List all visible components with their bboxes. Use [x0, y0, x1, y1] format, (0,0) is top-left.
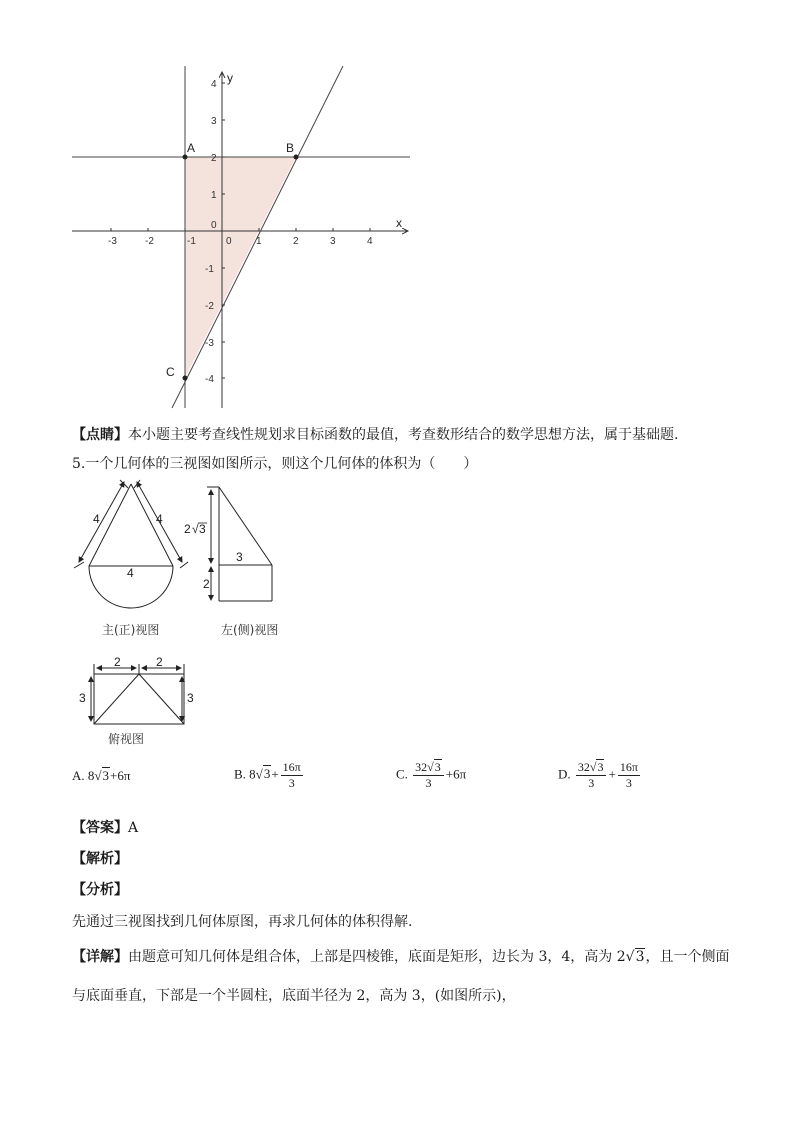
option-c-numerator: 32√3 — [413, 760, 444, 776]
detail-coef: 2 — [616, 949, 626, 965]
top-left-width: 2 — [114, 655, 121, 669]
side-view-caption: 左(侧)视图 — [221, 623, 279, 637]
dianjing-text: 本小题主要考查线性规划求目标函数的最值，考查数形结合的数学思想方法，属于基础题. — [128, 427, 679, 443]
option-b-radicand: 3 — [263, 766, 271, 782]
option-b-label: B. — [234, 766, 246, 782]
option-b-fraction — [281, 760, 303, 791]
option-b-denominator: 3 — [288, 776, 295, 790]
graph-svg — [0, 0, 794, 420]
option-c-label: C. — [396, 766, 408, 782]
option-d-fraction-2 — [618, 760, 640, 791]
detail-radicand: 3 — [635, 949, 645, 965]
option-d-label: D. — [558, 766, 571, 782]
fenxi-label: 【分析】 — [72, 882, 128, 898]
y-tick-label: 2 — [211, 153, 217, 164]
option-a-label: A. — [72, 768, 85, 783]
option-d — [558, 760, 642, 791]
top-right-width: 2 — [156, 655, 163, 669]
answer-value: A — [128, 820, 139, 836]
x-axis-label: x — [396, 216, 402, 230]
jiexi-label: 【解析】 — [72, 851, 128, 867]
option-c — [396, 760, 466, 791]
option-c-fraction — [413, 760, 444, 791]
front-base-length: 4 — [127, 566, 134, 580]
option-b-plus: + — [271, 766, 279, 782]
y-tick-label: 0 — [211, 220, 217, 231]
side-width: 3 — [236, 550, 243, 564]
top-view-caption: 俯视图 — [108, 732, 145, 746]
side-upper-coef: 2 — [184, 522, 191, 536]
detail-text-1b: ，且一个侧面 — [645, 949, 730, 965]
front-left-length: 4 — [93, 512, 100, 526]
dianjing-label: 【点睛】 — [72, 427, 128, 443]
front-view-caption: 主(正)视图 — [102, 623, 160, 637]
detail-text-1a: 由题意可知几何体是组合体，上部是四棱锥，底面是矩形，边长为 3，4，高为 — [128, 949, 617, 965]
option-a-tail: +6π — [110, 768, 131, 783]
y-tick-label: 4 — [211, 79, 217, 90]
x-tick-label: -1 — [187, 236, 196, 247]
side-lower: 2 — [203, 577, 210, 591]
point-c — [183, 376, 188, 381]
y-axis-label: y — [227, 71, 233, 85]
option-d-numerator-2: 16π — [619, 760, 638, 774]
x-tick-label: 4 — [367, 236, 373, 247]
x-tick-label: 3 — [330, 236, 336, 247]
point-b — [294, 155, 299, 160]
y-tick-label: 1 — [211, 190, 217, 201]
detail-label: 【详解】 — [72, 949, 128, 965]
three-views-svg — [0, 476, 794, 746]
point-a-label: A — [187, 141, 196, 155]
point-b-label: B — [286, 141, 295, 155]
x-tick-label: 1 — [256, 236, 262, 247]
question-text: 5.一个几何体的三视图如图所示，则这个几何体的体积为（ ） — [72, 456, 478, 472]
top-view — [91, 664, 184, 724]
option-a-coef: 8 — [87, 768, 95, 783]
option-c-tail: +6π — [445, 766, 467, 782]
x-tick-label: -3 — [108, 236, 117, 247]
top-right-height: 3 — [187, 691, 194, 705]
front-view — [74, 480, 188, 608]
detail-line-2: 与底面垂直，下部是一个半圆柱，底面半径为 2，高为 3，(如图所示)， — [72, 988, 516, 1004]
option-c-denominator: 3 — [425, 776, 432, 790]
side-upper-radicand: 3 — [199, 522, 206, 536]
three-views-figure — [0, 476, 794, 746]
feasible-region — [185, 157, 296, 378]
coordinate-graph — [0, 0, 794, 420]
y-tick-label: -3 — [205, 338, 214, 349]
option-b-numerator: 16π — [282, 760, 301, 774]
side-view — [207, 487, 272, 601]
option-b-coef: 8 — [249, 766, 256, 782]
option-d-fraction-1 — [576, 760, 607, 791]
y-tick-label: 3 — [211, 116, 217, 127]
point-a — [183, 155, 188, 160]
dianjing-paragraph — [72, 424, 678, 444]
option-c-num-coef: 32 — [415, 760, 428, 774]
y-tick-label: -1 — [205, 264, 214, 275]
option-d-plus: + — [608, 766, 616, 782]
option-c-num-radicand: 3 — [434, 760, 441, 774]
fenxi-text: 先通过三视图找到几何体原图，再求几何体的体积得解. — [72, 914, 413, 930]
answer-label: 【答案】 — [72, 820, 128, 836]
side-upper-sqrt-sign: √ — [192, 522, 199, 536]
answer-line — [72, 817, 138, 837]
option-b: B. 8√3+ $\frac{16\pi}{3}$ — [234, 760, 301, 790]
detail-line-1: 【详解】由题意可知几何体是组合体，上部是四棱锥，底面是矩形，边长为 3，4，高为 2√3，且一个侧面 — [72, 949, 730, 965]
top-left-height: 3 — [79, 691, 86, 705]
option-d-numerator-1: 32√3 — [576, 760, 607, 776]
point-c-label: C — [166, 365, 175, 379]
x-tick-label: 0 — [226, 236, 232, 247]
x-tick-label: 2 — [293, 236, 299, 247]
y-tick-label: -4 — [205, 374, 214, 385]
option-a-radicand: 3 — [102, 768, 110, 783]
front-right-length: 4 — [156, 512, 163, 526]
option-d-num-coef: 32 — [577, 760, 590, 774]
option-a: A. 8√3+6π — [72, 768, 131, 783]
x-tick-label: -2 — [145, 236, 154, 247]
option-d-num-radicand: 3 — [597, 760, 604, 774]
y-tick-label: -2 — [205, 301, 214, 312]
option-d-denominator-2: 3 — [625, 776, 632, 790]
option-d-denominator-1: 3 — [588, 776, 595, 790]
